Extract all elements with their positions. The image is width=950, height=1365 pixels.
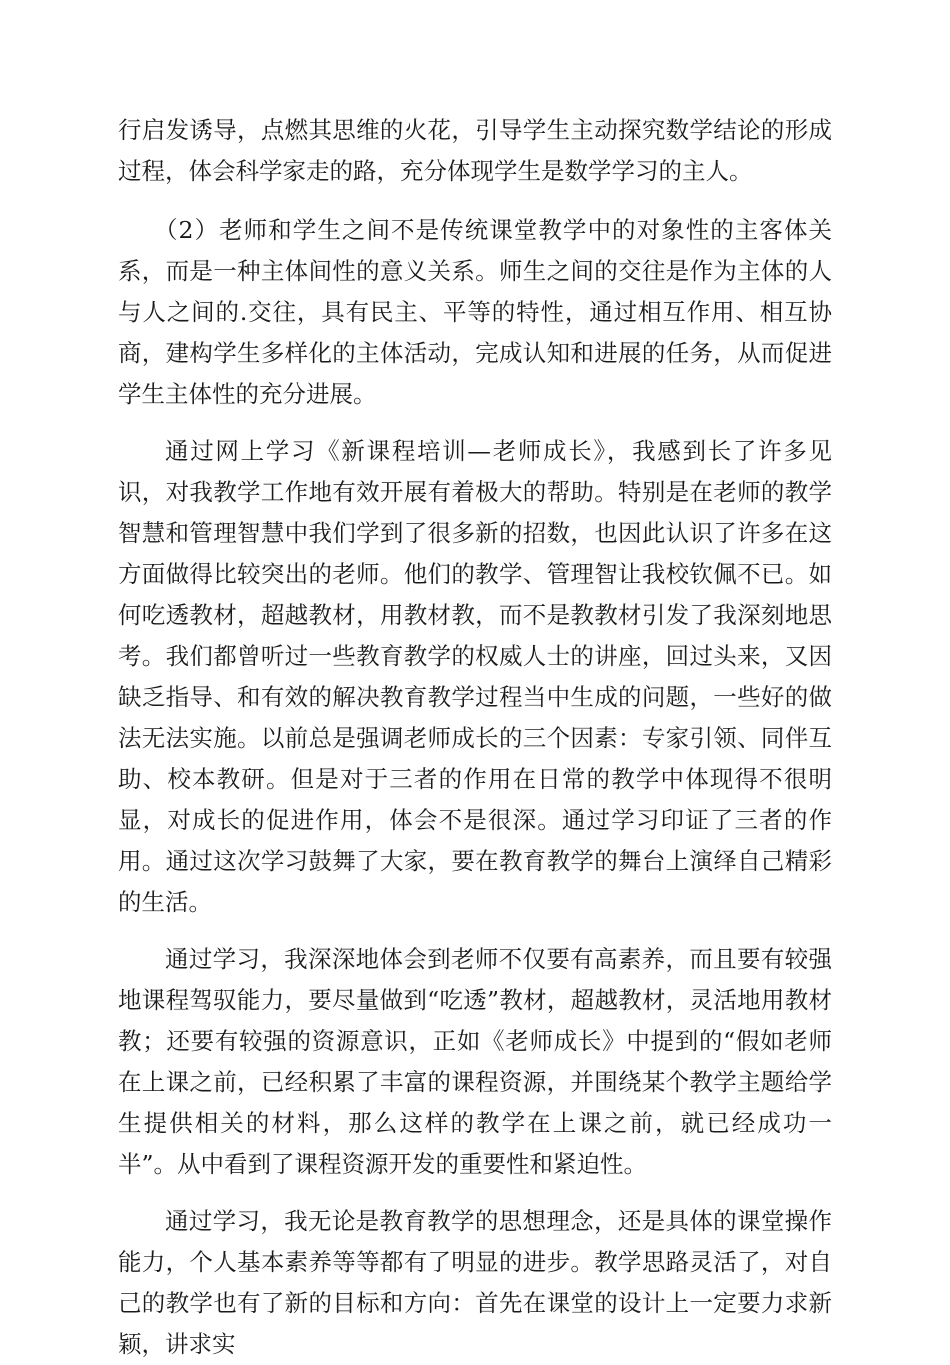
document-body: [118, 110, 832, 1365]
paragraph-continuation: 行启发诱导，点燃其思维的火花，引导学生主动探究数学结论的形成过程，体会科学家走的路，充分体现学生是数学学习的主人。: [118, 116, 832, 185]
paragraph-online-learning: 通过网上学习《新课程培训—老师成长》，我感到长了许多见识，对我教学工作地有效开展有着极大的帮助。特别是在老师的教学智慧和管理智慧中我们学到了很多新的招数，也因此认识了许多在这方面做得比较突出的老师。他们的教学、管理智让我校钦佩不已。如何吃透教材，超越教材，用教材教，而不是教教材引发了我深刻地思考。我们都曾听过一些教育教学的权威人士的讲座，回过头来，又因缺乏指导、和有效的解决教育教学过程当中生成的问题，一些好的做法无法实施。以前总是强调老师成长的三个因素：专家引领、同伴互助、校本教研。但是对于三者的作用在日常的教学中体现得不很明显，对成长的促进作用，体会不是很深。通过学习印证了三者的作用。通过这次学习鼓舞了大家，要在教育教学的舞台上演绎自己精彩的生活。: [118, 437, 832, 916]
paragraph-progress: 通过学习，我无论是教育教学的思想理念，还是具体的课堂操作能力，个人基本素养等等都有了明显的进步。教学思路灵活了，对自己的教学也有了新的目标和方向：首先在课堂的设计上一定要力求新颖，讲求实: [118, 1207, 832, 1358]
paragraph-teacher-student-relation: （2）老师和学生之间不是传统课堂教学中的对象性的主客体关系，而是一种主体间性的意义关系。师生之间的交往是作为主体的人与人之间的.交往，具有民主、平等的特性，通过相互作用、相互协商，建构学生多样化的主体活动，完成认知和进展的任务，从而促进学生主体性的充分进展。: [118, 216, 832, 408]
paragraph-curriculum-resources: 通过学习，我深深地体会到老师不仅要有高素养，而且要有较强地课程驾驭能力，要尽量做到“吃透”教材，超越教材，灵活地用教材教；还要有较强的资源意识，正如《老师成长》中提到的“假如老师在上课之前，已经积累了丰富的课程资源，并围绕某个教学主题给学生提供相关的材料，那么这样的教学在上课之前，就已经成功一半”。从中看到了课程资源开发的重要性和紧迫性。: [118, 945, 832, 1178]
